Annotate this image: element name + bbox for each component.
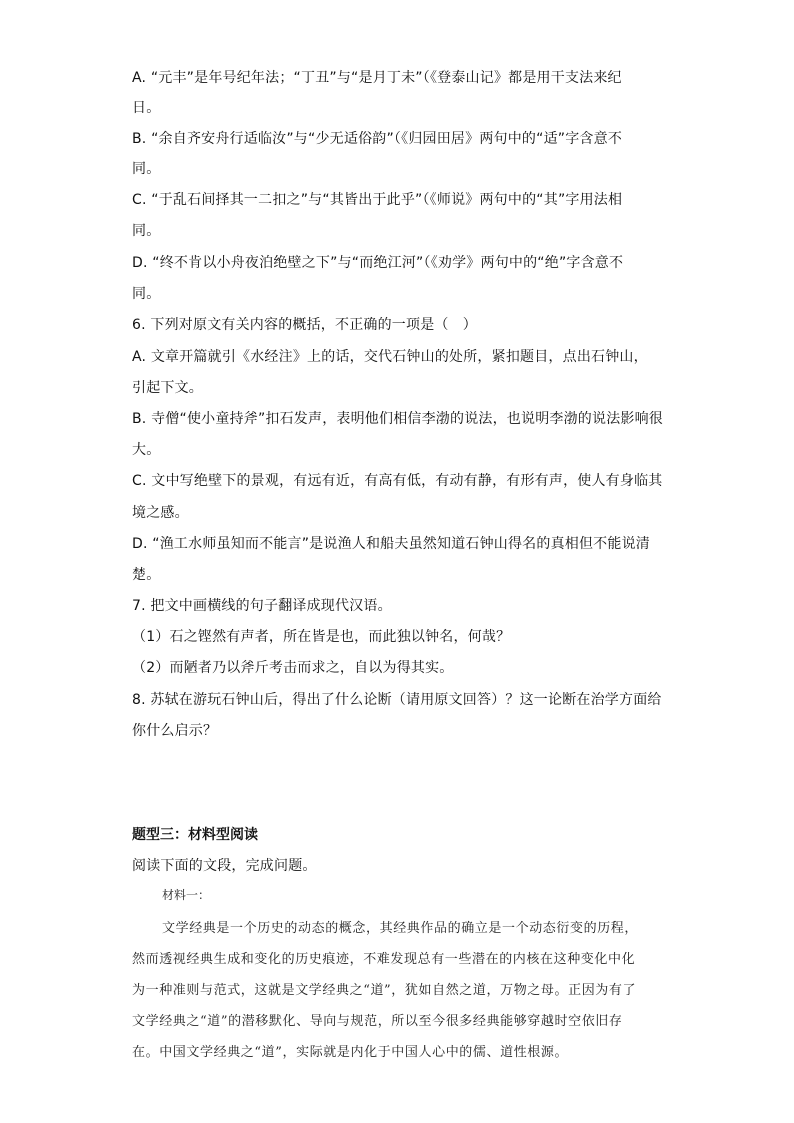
q6-option-c-line2: 境之感。 [132,505,189,521]
q5-option-b-line2: 同。 [132,161,161,177]
material-line-1: 文学经典是一个历史的动态的概念，其经典作品的确立是一个动态衍变的历程， [162,921,639,936]
section-title: 题型三：材料型阅读 [132,827,258,843]
q6-option-b-line2: 大。 [132,442,161,458]
q6-option-a-line1: A. 文章开篇就引《水经注》上的话，交代石钟山的处所，紧扣题目，点出石钟山， [132,349,648,365]
q7-item-1: （1）石之铿然有声者，所在皆是也，而此独以钟名，何哉？ [132,629,511,645]
q6-option-d-line1: D. “渔工水师虽知而不能言”是说渔人和船夫虽然知道石钟山得名的真相但不能说清 [132,536,650,552]
q5-option-d-line2: 同。 [132,286,161,302]
q6-option-a-line2: 引起下文。 [132,380,203,396]
q6-option-c-line1: C. 文中写绝壁下的景观，有远有近，有高有低，有动有静，有形有声，使人有身临其 [132,473,663,489]
q5-option-c-line1: C. “于乱石间择其一二扣之”与“其皆出于此乎”（《师说》两句中的“其”字用法相 [132,192,623,208]
material-line-2: 然而透视经典生成和变化的历史痕迹，不难发现总有一些潜在的内核在这种变化中化 [132,952,636,967]
q6-stem: 6. 下列对原文有关内容的概括，不正确的一项是（ ） [132,317,478,333]
q6-option-b-line1: B. 寺僧“使小童持斧”扣石发声，表明他们相信李渤的说法，也说明李渤的说法影响很 [132,411,664,427]
material-line-3: 为一种准则与范式，这就是文学经典之“道”，犹如自然之道，万物之母。正因为有了 [132,983,637,998]
q7-item-2: （2）而陋者乃以斧斤考击而求之，自以为得其实。 [132,660,454,676]
material-line-4: 文学经典之“道”的潜移默化、导向与规范，所以至今很多经典能够穿越时空依旧存 [132,1014,623,1029]
q5-option-a-line2: 日。 [132,100,161,116]
q5-option-d-line1: D. “终不肯以小舟夜泊绝壁之下”与“而绝江河”（《劝学》两句中的“绝”字含意不 [132,255,624,271]
q5-option-a-line1: A. “元丰”是年号纪年法；“丁丑”与“是月丁未”（《登泰山记》都是用干支法来纪 [132,70,622,86]
q6-option-d-line2: 楚。 [132,567,161,583]
q8-line1: 8. 苏轼在游玩石钟山后，得出了什么论断（请用原文回答）？这一论断在治学方面给 [132,692,662,708]
section-instruction: 阅读下面的文段，完成问题。 [132,858,317,874]
material-label: 材料一： [162,888,211,902]
q5-option-b-line1: B. “余自齐安舟行适临汝”与“少无适俗韵”（《归园田居》两句中的“适”字含意不 [132,131,623,147]
material-line-5: 在。中国文学经典之“道”，实际就是内化于中国人心中的儒、道性根源。 [132,1045,569,1060]
q5-option-c-line2: 同。 [132,223,161,239]
q8-line2: 你什么启示？ [132,723,218,739]
q7-stem: 7. 把文中画横线的句子翻译成现代汉语。 [132,598,392,614]
